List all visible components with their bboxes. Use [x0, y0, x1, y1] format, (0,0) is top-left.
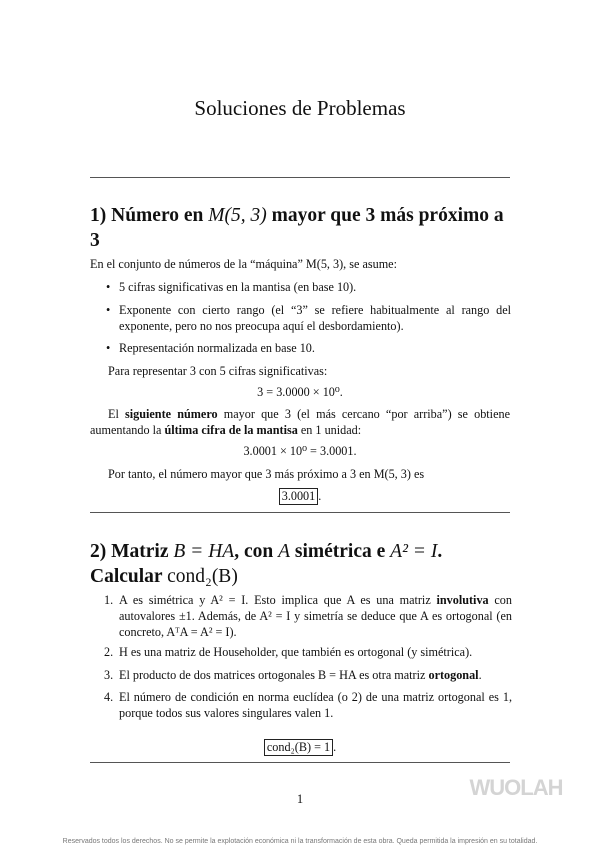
paragraph-next-number: El siguiente número mayor que 3 (el más cercano “por arriba”) se obtiene aumentando la última cifra de la mantisa en 1 unidad:: [90, 407, 510, 437]
list-item: • Exponente con cierto rango (el “3” se refiere habitualmente al rango del exponente, pero no nos preocupa aquí el desbordamiento).: [106, 303, 511, 333]
paragraph-therefore: Por tanto, el número mayor que 3 más próximo a 3 en M(5, 3) es: [108, 467, 425, 481]
divider-top: [90, 177, 510, 178]
svg-text:WUOLAH: WUOLAH: [469, 776, 563, 798]
answer-box: cond₂(B) = 1: [264, 739, 333, 756]
list-item: 3. El producto de dos matrices ortogonales B = HA es otra matriz ortogonal.: [104, 668, 482, 682]
answer-2: cond₂(B) = 1 .: [90, 739, 510, 756]
list-item: 1. A es simétrica y A² = I. Esto implica que A es una matriz involutiva con autovalores ±1. Además, de A² = I y simetría se deduce que A es ortogonal (en concreto, AᵀA = A² = I).: [104, 593, 512, 639]
document-title: Soluciones de Problemas: [194, 96, 406, 120]
section-1-heading: 1) Número en M(5, 3) mayor que 3 más próximo a 3: [90, 205, 504, 251]
divider-bottom: [90, 762, 510, 763]
bullet-icon: •: [106, 280, 111, 294]
list-item: • 5 cifras significativas en la mantisa (en base 10).: [106, 280, 357, 294]
section-1-intro: En el conjunto de números de la “máquina” M(5, 3), se asume:: [90, 257, 397, 271]
equation-1: 3 = 3.0000 × 10⁰.: [257, 385, 343, 399]
copyright-footer: Reservados todos los derechos. No se permite la explotación económica ni la transformación de esta obra. Queda permitida la impresión en su totalidad.: [62, 838, 538, 845]
equation-2: 3.0001 × 10⁰ = 3.0001.: [243, 444, 357, 458]
bullet-icon: •: [106, 303, 111, 317]
answer-1: 3.0001 .: [90, 488, 510, 505]
bullet-icon: •: [106, 341, 111, 355]
page-number: 1: [296, 792, 304, 806]
divider-middle: [90, 512, 510, 513]
list-item: • Representación normalizada en base 10.: [106, 341, 315, 355]
list-item: 4. El número de condición en norma euclídea (o 2) de una matriz ortogonal es 1, porque todos sus valores singulares valen 1.: [104, 690, 512, 720]
paragraph-represent: Para representar 3 con 5 cifras significativas:: [108, 364, 328, 378]
answer-box: 3.0001: [279, 488, 319, 505]
list-item: 2. H es una matriz de Householder, que también es ortogonal (y simétrica).: [104, 645, 473, 659]
section-2-heading: 2) Matriz B = HA, con A simétrica e A² = I. Calcular cond₂(B): [90, 541, 443, 587]
wuolah-watermark-logo: [466, 776, 566, 798]
